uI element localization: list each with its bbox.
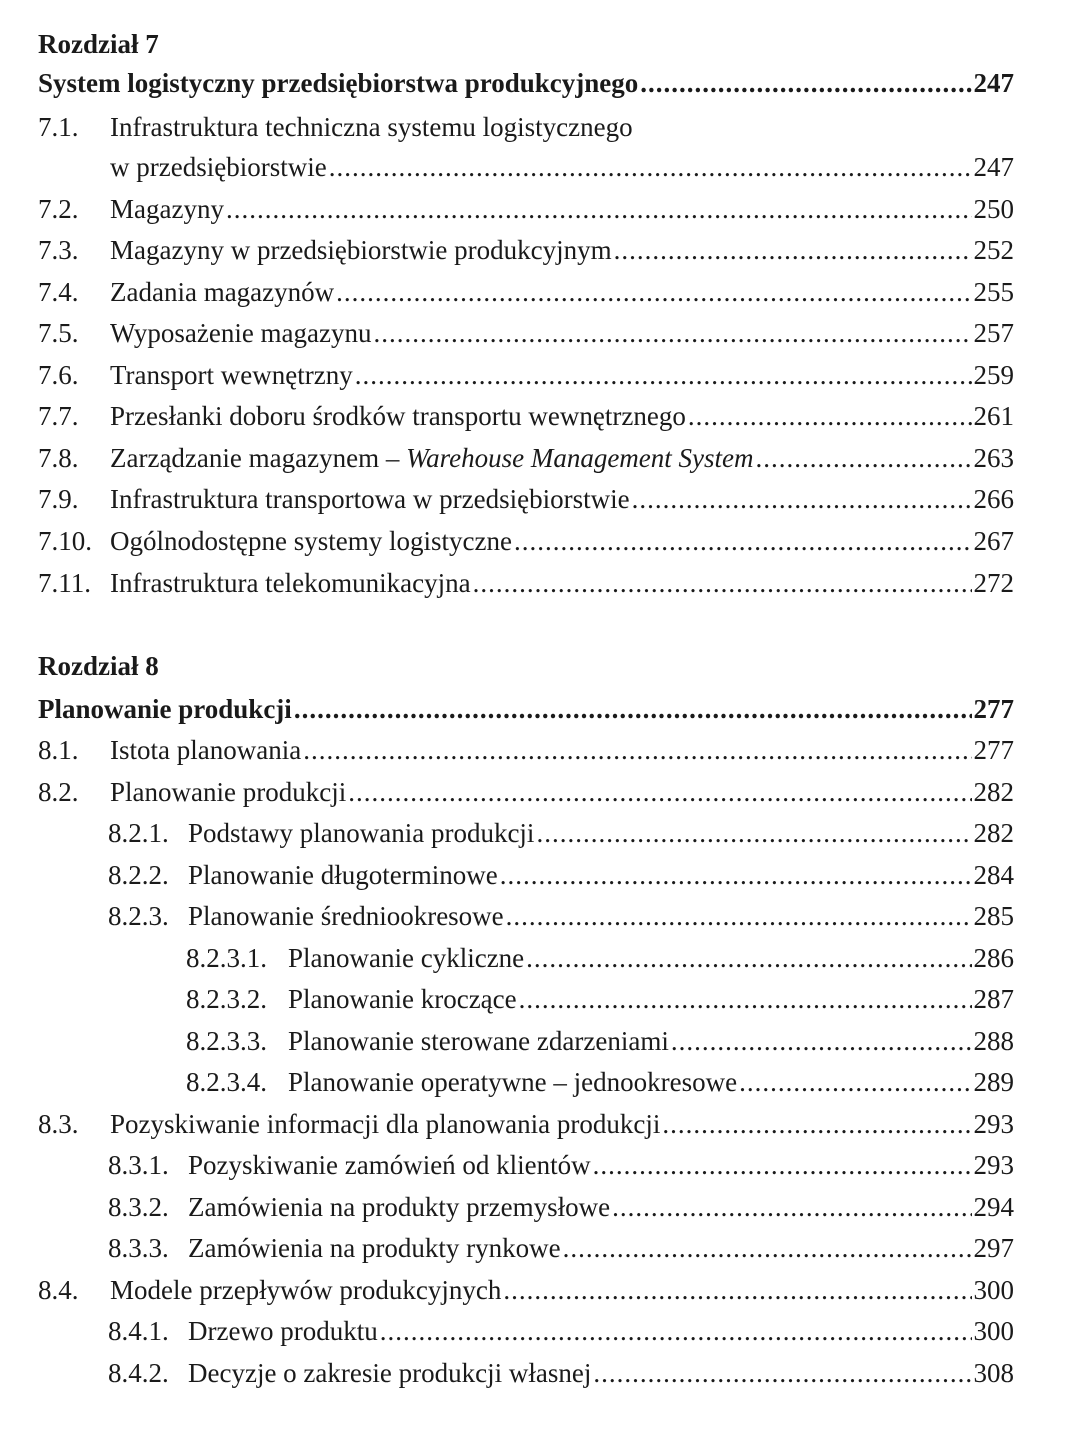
dot-leader (662, 1107, 971, 1141)
dot-leader (514, 524, 972, 558)
entry-title: Planowanie sterowane zdarzeniami (288, 1026, 669, 1056)
dot-leader (563, 1231, 972, 1265)
toc-entry-8-3-2 (108, 1190, 1014, 1224)
entry-page: 250 (973, 194, 1014, 224)
toc-entry-8-4-2 (108, 1356, 1014, 1390)
dot-leader (593, 1356, 971, 1390)
entry-title: Zamówienia na produkty przemysłowe (188, 1192, 611, 1222)
entry-title: Pozyskiwanie zamówień od klientów (188, 1150, 591, 1180)
dot-leader (473, 566, 972, 600)
entry-number: 8.4.2. (108, 1358, 169, 1388)
entry-page: 261 (973, 401, 1014, 431)
entry-page: 282 (973, 777, 1014, 807)
chapter-7-title: System logistyczny przedsiębiorstwa produkcyjnego (38, 68, 639, 98)
entry-number: 7.2. (38, 194, 79, 224)
dot-leader (640, 66, 971, 100)
dot-leader (519, 982, 972, 1016)
entry-number: 7.11. (38, 568, 91, 598)
entry-number: 7.9. (38, 484, 79, 514)
toc-entry-8-2-1 (108, 816, 1014, 850)
entry-title: Istota planowania (110, 735, 302, 765)
toc-entry-8-3-1 (108, 1148, 1014, 1182)
toc-entry-7-5 (38, 316, 1014, 350)
entry-number: 8.3.2. (108, 1192, 169, 1222)
dot-leader (294, 692, 972, 726)
entry-title: Zamówienia na produkty rynkowe (188, 1233, 561, 1263)
entry-title: Planowanie operatywne – jednookresowe (288, 1067, 738, 1097)
dot-leader (355, 358, 972, 392)
chapter-8-title-row (38, 692, 1014, 726)
entry-title: Infrastruktura techniczna systemu logistycznego (110, 112, 633, 142)
entry-title: Planowanie cykliczne (288, 943, 525, 973)
toc-entry-8-3 (38, 1107, 1014, 1141)
entry-title: Planowanie długoterminowe (188, 860, 498, 890)
entry-number: 8.3.3. (108, 1233, 169, 1263)
entry-number: 8.2.1. (108, 818, 169, 848)
entry-number: 8.2.2. (108, 860, 169, 890)
entry-number: 8.2.3.3. (186, 1026, 267, 1056)
toc-entry-7-1-line2 (110, 150, 1014, 184)
toc-entry-8-1 (38, 733, 1014, 767)
toc-entry-8-2 (38, 775, 1014, 809)
entry-page: 300 (973, 1275, 1014, 1305)
toc-entry-8-2-3-3 (186, 1024, 1014, 1058)
dot-leader (506, 899, 972, 933)
toc-entry-8-2-2 (108, 858, 1014, 892)
entry-number: 8.4. (38, 1275, 79, 1305)
toc-entry-7-4 (38, 275, 1014, 309)
chapter-7-title-row (38, 66, 1014, 100)
toc-entry-7-10 (38, 524, 1014, 558)
entry-number: 7.7. (38, 401, 79, 431)
entry-page: 267 (973, 526, 1014, 556)
entry-title: Magazyny w przedsiębiorstwie produkcyjnym (110, 235, 612, 265)
entry-page: 300 (973, 1316, 1014, 1346)
dot-leader (593, 1148, 972, 1182)
dot-leader (329, 150, 972, 184)
dot-leader (632, 482, 972, 516)
entry-number: 8.2. (38, 777, 79, 807)
dot-leader (612, 1190, 971, 1224)
toc-entry-7-9 (38, 482, 1014, 516)
entry-title-italic: Warehouse Management System (406, 443, 754, 473)
entry-number: 8.4.1. (108, 1316, 169, 1346)
entry-title: Wyposażenie magazynu (110, 318, 372, 348)
entry-page: 286 (973, 943, 1014, 973)
toc-entry-8-3-3 (108, 1231, 1014, 1265)
chapter-8-title: Planowanie produkcji (38, 694, 292, 724)
entry-page: 252 (973, 235, 1014, 265)
chapter-8-page: 277 (973, 694, 1014, 724)
entry-page: 257 (973, 318, 1014, 348)
entry-number: 7.3. (38, 235, 79, 265)
entry-title: Podstawy planowania produkcji (188, 818, 535, 848)
chapter-7-label: Rozdział 7 (38, 29, 159, 59)
toc-entry-8-2-3-4 (186, 1065, 1014, 1099)
entry-page: 297 (973, 1233, 1014, 1263)
toc-entry-7-2 (38, 192, 1014, 226)
entry-title: Ogólnodostępne systemy logistyczne (110, 526, 512, 556)
entry-number: 7.5. (38, 318, 79, 348)
entry-title: Infrastruktura transportowa w przedsiębiorstwie (110, 484, 630, 514)
entry-number: 8.2.3.2. (186, 984, 267, 1014)
toc-entry-8-2-3-2 (186, 982, 1014, 1016)
entry-title: Drzewo produktu (188, 1316, 378, 1346)
entry-page: 289 (973, 1067, 1014, 1097)
entry-page: 272 (973, 568, 1014, 598)
toc-entry-7-1-line1 (38, 110, 1014, 144)
entry-page: 284 (973, 860, 1014, 890)
toc-entry-7-6 (38, 358, 1014, 392)
entry-number: 8.3. (38, 1109, 79, 1139)
entry-title: Modele przepływów produkcyjnych (110, 1275, 502, 1305)
toc-entry-8-4 (38, 1273, 1014, 1307)
toc-entry-7-8 (38, 441, 1014, 475)
entry-page: 285 (973, 901, 1014, 931)
dot-leader (614, 233, 972, 267)
entry-page: 266 (973, 484, 1014, 514)
entry-number: 8.2.3.4. (186, 1067, 267, 1097)
entry-page: 287 (973, 984, 1014, 1014)
entry-number: 7.1. (38, 112, 79, 142)
entry-page: 263 (973, 443, 1014, 473)
dot-leader (671, 1024, 972, 1058)
dot-leader (374, 316, 972, 350)
entry-title: Planowanie kroczące (288, 984, 517, 1014)
entry-title: Planowanie średniookresowe (188, 901, 504, 931)
entry-number: 8.1. (38, 735, 79, 765)
entry-title-text: Zarządzanie magazynem – (110, 443, 407, 473)
entry-number: 7.6. (38, 360, 79, 390)
entry-page: 282 (973, 818, 1014, 848)
entry-page: 247 (973, 152, 1014, 182)
entry-title: Transport wewnętrzny (110, 360, 353, 390)
dot-leader (348, 775, 971, 809)
entry-page: 259 (973, 360, 1014, 390)
entry-title: Planowanie produkcji (110, 777, 347, 807)
toc-entry-7-11 (38, 566, 1014, 600)
chapter-7-page: 247 (973, 68, 1014, 98)
chapter-8-label: Rozdział 8 (38, 651, 159, 681)
dot-leader (536, 816, 971, 850)
entry-number: 8.2.3.1. (186, 943, 267, 973)
entry-page: 293 (973, 1109, 1014, 1139)
entry-title: Magazyny (110, 194, 224, 224)
entry-page: 293 (973, 1150, 1014, 1180)
toc-entry-8-4-1 (108, 1314, 1014, 1348)
dot-leader (303, 733, 971, 767)
entry-page: 277 (973, 735, 1014, 765)
dot-leader (526, 941, 971, 975)
toc-entry-7-3 (38, 233, 1014, 267)
dot-leader (739, 1065, 971, 1099)
entry-number: 8.3.1. (108, 1150, 169, 1180)
dot-leader (336, 275, 971, 309)
entry-page: 294 (973, 1192, 1014, 1222)
entry-title: Przesłanki doboru środków transportu wewnętrznego (110, 401, 686, 431)
toc-entry-7-7 (38, 399, 1014, 433)
entry-page: 308 (973, 1358, 1014, 1388)
entry-title: Zadania magazynów (110, 277, 335, 307)
dot-leader (756, 441, 972, 475)
entry-number: 7.8. (38, 443, 79, 473)
dot-leader (226, 192, 972, 226)
entry-number: 7.4. (38, 277, 79, 307)
entry-title: Decyzje o zakresie produkcji własnej (188, 1358, 592, 1388)
entry-number: 7.10. (38, 526, 92, 556)
dot-leader (380, 1314, 972, 1348)
entry-title: w przedsiębiorstwie (110, 152, 327, 182)
entry-title (110, 441, 754, 475)
toc-entry-8-2-3-1 (186, 941, 1014, 975)
dot-leader (503, 1273, 971, 1307)
entry-page: 255 (973, 277, 1014, 307)
entry-number: 8.2.3. (108, 901, 169, 931)
entry-title: Infrastruktura telekomunikacyjna (110, 568, 471, 598)
dot-leader (688, 399, 972, 433)
entry-page: 288 (973, 1026, 1014, 1056)
toc-entry-8-2-3 (108, 899, 1014, 933)
dot-leader (500, 858, 972, 892)
entry-title: Pozyskiwanie informacji dla planowania produkcji (110, 1109, 661, 1139)
